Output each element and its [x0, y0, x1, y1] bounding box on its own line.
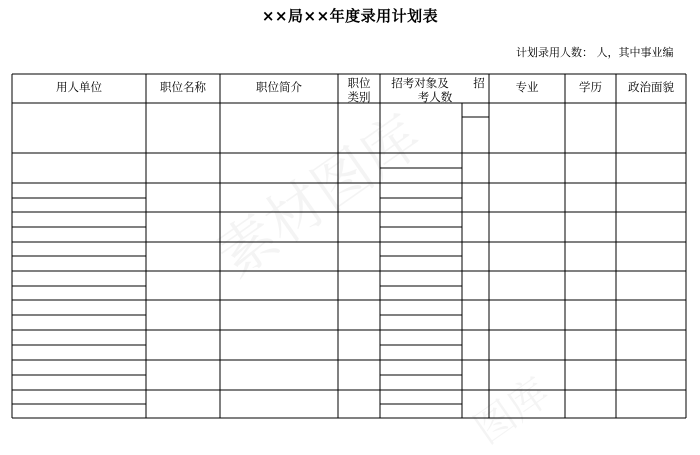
header-unit: 用人单位 — [56, 80, 102, 94]
header-education: 学历 — [579, 80, 602, 94]
header-position-intro: 职位简介 — [256, 80, 302, 94]
plan-count-line: 计划录用人数： 人，其中事业编 — [516, 46, 674, 59]
header-applicants-line2: 考人数 — [417, 90, 453, 104]
header-position-name: 职位名称 — [160, 80, 206, 94]
header-position-category-line2: 类别 — [347, 90, 371, 104]
header-applicants-line1: 招考对象及 — [391, 76, 449, 90]
document-title: ××局××年度录用计划表 — [261, 7, 439, 25]
header-applicants-zhao: 招 — [473, 76, 485, 90]
header-major: 专业 — [515, 80, 539, 94]
header-position-category-line1: 职位 — [347, 76, 371, 90]
header-political: 政治面貌 — [628, 80, 674, 94]
